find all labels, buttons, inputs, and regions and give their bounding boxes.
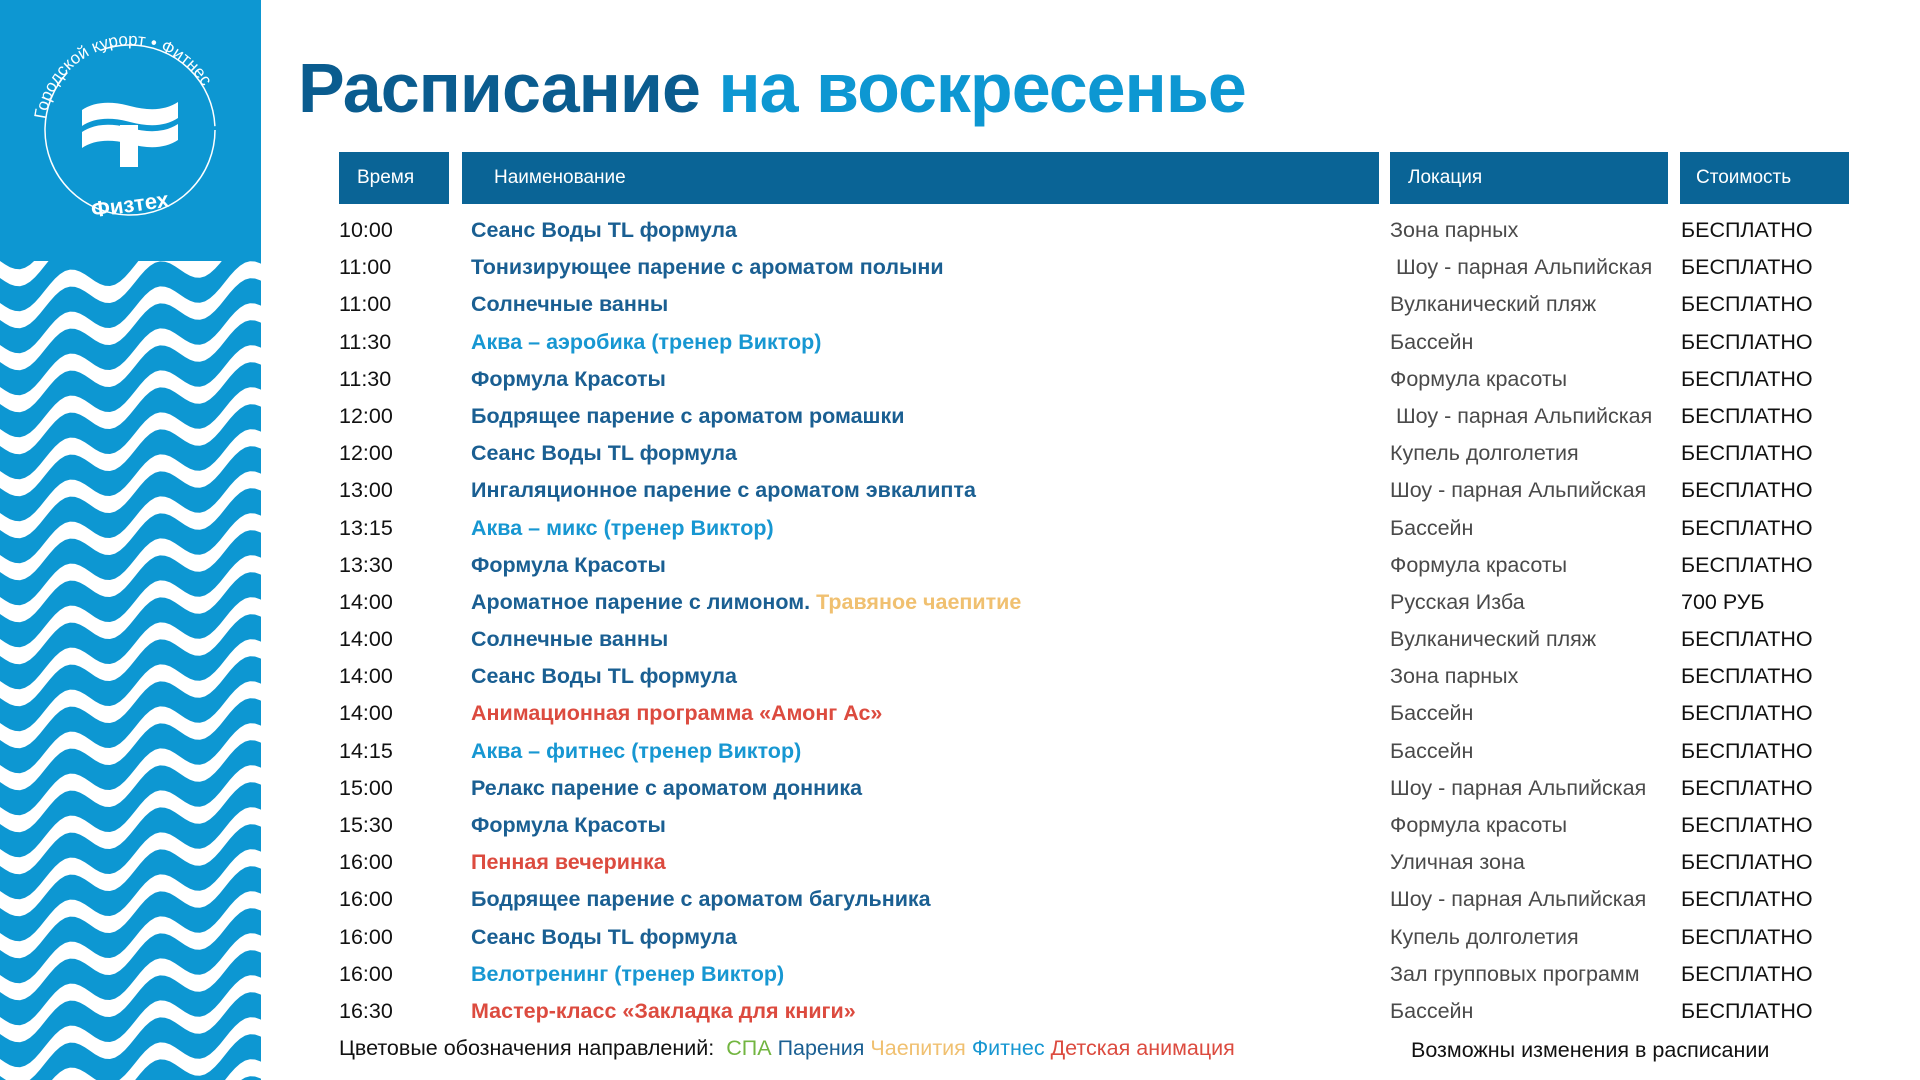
legend-items xyxy=(726,1036,1241,1060)
row-time: 16:30 xyxy=(339,998,393,1023)
row-time: 11:30 xyxy=(339,366,392,391)
table-row xyxy=(0,472,1920,509)
row-name xyxy=(471,695,882,732)
row-name xyxy=(471,770,862,807)
brand-emblem-icon xyxy=(82,102,178,167)
schedule-table xyxy=(0,212,1920,1030)
row-cost: БЕСПЛАТНО xyxy=(1681,552,1813,577)
table-row xyxy=(0,770,1920,807)
row-name-text: Релакс парение с ароматом донника xyxy=(471,775,863,800)
row-location: Формула красоты xyxy=(1390,366,1568,391)
row-time: 15:30 xyxy=(339,813,393,837)
row-time: 14:00 xyxy=(339,664,393,689)
row-time: 13:30 xyxy=(339,552,393,577)
header-time: Время xyxy=(339,152,449,204)
table-row xyxy=(0,658,1920,695)
row-location: Шоу - парная Альпийская xyxy=(1390,887,1647,912)
row-location: Зона парных xyxy=(1390,664,1519,689)
row-time: 10:00 xyxy=(339,218,393,242)
row-location: Шоу - парная Альпийская xyxy=(1390,403,1653,428)
row-name-text: Сеанс Воды TL формула xyxy=(471,218,737,242)
header-cost: Стоимость xyxy=(1680,152,1849,204)
row-cost: БЕСПЛАТНО xyxy=(1681,403,1813,428)
row-time: 16:00 xyxy=(339,924,393,949)
brand-ring-text: Городской курорт • Фитнес xyxy=(30,29,216,121)
row-name-text: Пенная вечеринка xyxy=(471,850,666,875)
table-row xyxy=(0,398,1920,435)
row-cost: БЕСПЛАТНО xyxy=(1681,664,1813,689)
footer-note: Возможны изменения в расписании xyxy=(1411,1038,1770,1062)
page-title xyxy=(298,48,1246,128)
row-name xyxy=(471,472,976,509)
row-name xyxy=(471,807,666,844)
row-location: Формула красоты xyxy=(1390,552,1568,577)
color-legend xyxy=(339,1036,1247,1061)
row-time: 13:15 xyxy=(339,515,393,540)
table-row xyxy=(0,510,1920,547)
row-location: Вулканический пляж xyxy=(1390,627,1597,652)
row-name-text: Сеанс Воды TL формула xyxy=(471,924,737,949)
row-time: 11:00 xyxy=(339,292,392,317)
row-cost: БЕСПЛАТНО xyxy=(1681,218,1813,242)
row-location: Бассейн xyxy=(1390,515,1474,540)
row-name xyxy=(471,398,904,435)
row-time: 13:00 xyxy=(339,478,393,503)
row-cost: БЕСПЛАТНО xyxy=(1681,441,1813,466)
row-location: Бассейн xyxy=(1390,738,1474,763)
legend-item-kids: Детская анимация xyxy=(1050,1036,1235,1060)
row-location: Купель долголетия xyxy=(1390,441,1579,466)
row-name xyxy=(471,956,784,993)
table-row xyxy=(0,286,1920,323)
legend-item-fit: Фитнес xyxy=(971,1036,1045,1060)
row-name-text: Бодрящее парение с ароматом багульника xyxy=(471,887,931,912)
page-title-main: Расписание xyxy=(298,49,700,127)
legend-label: Цветовые обозначения направлений: xyxy=(339,1036,715,1060)
row-name-text: Мастер-класс «Закладка для книги» xyxy=(471,998,856,1023)
row-cost: БЕСПЛАТНО xyxy=(1681,813,1813,837)
table-row xyxy=(0,807,1920,844)
row-name-text: Солнечные ванны xyxy=(471,627,669,652)
row-name-text: Солнечные ванны xyxy=(471,292,669,317)
table-row xyxy=(0,249,1920,286)
row-location: Шоу - парная Альпийская xyxy=(1390,478,1647,503)
row-name-text: Велотренинг (тренер Виктор) xyxy=(471,961,785,986)
row-time: 15:00 xyxy=(339,775,393,800)
table-row xyxy=(0,881,1920,918)
row-name-text: Аква – микс (тренер Виктор) xyxy=(471,515,774,540)
legend-item-spa: СПА xyxy=(726,1036,772,1060)
table-row xyxy=(0,695,1920,732)
row-name-extra: Травяное чаепитие xyxy=(810,589,1022,614)
row-name-text: Бодрящее парение с ароматом ромашки xyxy=(471,403,905,428)
row-name xyxy=(471,286,668,323)
row-name xyxy=(471,510,774,547)
row-name-text: Аква – аэробика (тренер Виктор) xyxy=(471,329,822,354)
row-time: 16:00 xyxy=(339,850,393,875)
table-row xyxy=(0,919,1920,956)
row-time: 14:00 xyxy=(339,589,393,614)
table-row xyxy=(0,361,1920,398)
row-cost: БЕСПЛАТНО xyxy=(1681,292,1813,317)
row-cost: БЕСПЛАТНО xyxy=(1681,998,1813,1023)
table-row xyxy=(0,584,1920,621)
row-cost: БЕСПЛАТНО xyxy=(1681,850,1813,875)
row-name-text: Ингаляционное парение с ароматом эвкалипта xyxy=(471,478,976,503)
table-row xyxy=(0,324,1920,361)
row-time: 12:00 xyxy=(339,403,393,428)
row-cost: БЕСПЛАТНО xyxy=(1681,961,1813,986)
row-name-text: Анимационная программа «Амонг Ас» xyxy=(471,701,883,726)
row-time: 16:00 xyxy=(339,887,393,912)
table-row xyxy=(0,212,1920,249)
table-row xyxy=(0,435,1920,472)
row-time: 14:00 xyxy=(339,701,393,726)
row-name xyxy=(471,881,931,918)
table-row xyxy=(0,844,1920,881)
row-name-text: Ароматное парение с лимоном. xyxy=(471,589,811,614)
row-name-text: Формула Красоты xyxy=(471,552,666,577)
row-location: Русская Изба xyxy=(1390,589,1525,614)
header-name: Наименование xyxy=(462,152,1379,204)
row-cost: БЕСПЛАТНО xyxy=(1681,887,1813,912)
row-time: 16:00 xyxy=(339,961,393,986)
row-name xyxy=(471,733,801,770)
table-row xyxy=(0,956,1920,993)
row-time: 11:00 xyxy=(339,255,392,280)
row-name xyxy=(471,361,666,398)
brand-name: Физтех xyxy=(89,186,171,223)
row-name xyxy=(471,621,668,658)
row-name-text: Сеанс Воды TL формула xyxy=(471,441,737,466)
row-cost: БЕСПЛАТНО xyxy=(1681,478,1813,503)
table-row xyxy=(0,621,1920,658)
row-cost: БЕСПЛАТНО xyxy=(1681,627,1813,652)
row-cost: 700 РУБ xyxy=(1681,589,1765,614)
row-name xyxy=(471,249,944,286)
row-location: Купель долголетия xyxy=(1390,924,1579,949)
row-name xyxy=(471,844,666,881)
row-time: 14:00 xyxy=(339,627,393,652)
legend-item-tea: Чаепития xyxy=(870,1036,966,1060)
row-location: Шоу - парная Альпийская xyxy=(1390,775,1647,800)
row-cost: БЕСПЛАТНО xyxy=(1681,366,1813,391)
row-name-text: Формула Красоты xyxy=(471,813,666,837)
row-name xyxy=(471,919,737,956)
row-location: Зал групповых программ xyxy=(1390,961,1640,986)
row-name xyxy=(471,993,856,1030)
header-location: Локация xyxy=(1390,152,1668,204)
row-name xyxy=(471,435,737,472)
row-location: Бассейн xyxy=(1390,701,1474,726)
row-time: 14:15 xyxy=(339,738,393,763)
table-row xyxy=(0,733,1920,770)
row-location: Формула красоты xyxy=(1390,813,1568,837)
row-name-text: Аква – фитнес (тренер Виктор) xyxy=(471,738,802,763)
row-cost: БЕСПЛАТНО xyxy=(1681,329,1813,354)
row-location: Бассейн xyxy=(1390,329,1474,354)
row-name xyxy=(471,658,737,695)
row-name xyxy=(471,212,737,249)
row-cost: БЕСПЛАТНО xyxy=(1681,701,1813,726)
row-cost: БЕСПЛАТНО xyxy=(1681,255,1813,280)
row-cost: БЕСПЛАТНО xyxy=(1681,775,1813,800)
row-name xyxy=(471,547,666,584)
table-row xyxy=(0,547,1920,584)
row-name-text: Формула Красоты xyxy=(471,366,666,391)
row-name-text: Тонизирующее парение с ароматом полыни xyxy=(471,255,944,280)
row-cost: БЕСПЛАТНО xyxy=(1681,515,1813,540)
legend-item-steam: Парения xyxy=(777,1036,865,1060)
row-name xyxy=(471,584,1021,621)
row-cost: БЕСПЛАТНО xyxy=(1681,738,1813,763)
row-time: 11:30 xyxy=(339,329,392,354)
row-name-text: Сеанс Воды TL формула xyxy=(471,664,737,689)
row-location: Шоу - парная Альпийская xyxy=(1390,255,1653,280)
row-cost: БЕСПЛАТНО xyxy=(1681,924,1813,949)
row-time: 12:00 xyxy=(339,441,393,466)
row-location: Бассейн xyxy=(1390,998,1474,1023)
row-location: Вулканический пляж xyxy=(1390,292,1597,317)
row-location: Зона парных xyxy=(1390,218,1519,242)
page-title-accent: на воскресенье xyxy=(718,49,1246,127)
row-location: Уличная зона xyxy=(1390,850,1525,875)
table-row xyxy=(0,993,1920,1030)
row-name xyxy=(471,324,821,361)
